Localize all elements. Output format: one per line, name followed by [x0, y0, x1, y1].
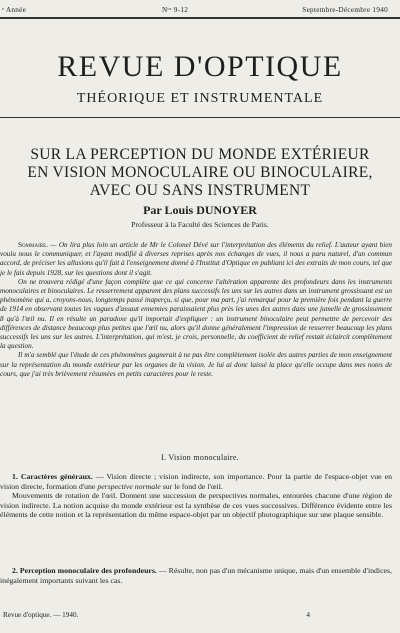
summary-paragraph: — On lira plus loin un article de Mr le Colonel Dévé sur l'interprétation des éléments du relief. L'auteur ayant bien voulu nous le communiquer, et l'ayant modifié à diverses reprises après nos échanges de vues, il nous a paru naturel, d'un commun accord, de préciser les allusions qu'il fait à l'enseignement donné à l'Institut d'Optique en publiant ici des extraits de mon cours, tel que je le fais depuis 1928, sur les questions dont il s'agit.: [0, 241, 392, 277]
section-heading: I. Vision monoculaire.: [161, 453, 239, 462]
body-text: — Vision directe ; vision indirecte, son importance. Pour la partie de l'espace-objet vue en vision directe, formation d'une: [0, 472, 392, 491]
page-number: 4: [306, 611, 310, 619]
body-text: sur le fond de l'œil.: [162, 481, 223, 491]
body-section-2: [0, 566, 392, 585]
body-section-1: [0, 472, 392, 520]
journal-title: REVUE D'OPTIQUE: [57, 50, 343, 83]
article-title-line: SUR LA PERCEPTION DU MONDE EXTÉRIEUR: [30, 146, 370, 163]
summary-label: Sommaire.: [18, 241, 48, 249]
summary-paragraph: Il m'a semblé que l'étude de ces phénomènes gagnerait à ne pas être complètement isolée des autres parties de mon enseignement sur la représentation du monde extérieur par les organes de la vision. Je lui ai donc laissé la place qu'elle occupe dans mes notes de cours, que j'ai très brièvement résumées en petits caractères pour le reste.: [0, 351, 392, 378]
body-emphasis: perspective normale: [97, 481, 161, 491]
article-title-line: AVEC OU SANS INSTRUMENT: [89, 182, 311, 199]
page-footer: [0, 611, 400, 623]
article-summary: [0, 241, 392, 379]
article-title-line: EN VISION MONOCULAIRE OU BINOCULAIRE,: [27, 164, 373, 181]
running-header: [0, 2, 400, 16]
masthead-rule: [0, 117, 400, 118]
article-author: Par Louis DUNOYER: [143, 203, 257, 217]
header-issue: Nᵒˢ 9-12: [162, 6, 189, 14]
body-text: — Résulte, non pas d'un mécanisme unique, mais d'un ensemble d'indices, inégalement importants suivant les cas.: [0, 566, 392, 585]
author-affiliation: Professeur à la Faculté des Sciences de Paris.: [131, 220, 269, 229]
summary-paragraph: On ne trouvera rédigé d'une façon complète que ce qui concerne l'altération apparente des profondeurs dans les instruments monoculaires et binoculaires. Le resserrement apparent des plans successifs les uns sur les autres dans un instrument grossissant est un phénomène qui a, croyons-nous, longtemps passé inaperçu, si que, pour ma part, j'ai remarqué pour la première fois pendant la guerre de 1914 en observant toutes les vagues d'assaut ennemies paraissaient plus près les unes des autres dans une jumelle de grossissement 8 qu'à l'œil nu. Il en résulte un paradoxe qu'il importait d'expliquer : un instrument binoculaire peut permettre de percevoir des différences de distance beaucoup plus petites que l'œil nu, alors qu'il donne généralement l'impression de resserrer beaucoup les plans successifs les uns sur les autres. L'interprétation, qui m'est, je crois, personnelle, du coefficient de relief restait éclaircit complètement la question.: [0, 277, 392, 351]
journal-subtitle: THÉORIQUE ET INSTRUMENTALE: [76, 91, 324, 106]
article-title: [0, 146, 400, 200]
subsection-label: 1. Caractères généraux.: [12, 472, 93, 481]
header-rule: [0, 17, 400, 19]
header-year: ᵉ Année: [2, 6, 27, 14]
header-period: Septembre-Décembre 1940: [302, 6, 388, 14]
footer-journal: Revue d'optique. — 1940.: [3, 611, 79, 619]
body-paragraph: Mouvements de rotation de l'œil. Donnent une succession de perspectives normales, entourées chacune d'une région de vision indirecte. La notion acquise du monde extérieur est la synthèse de ces vues successives. Différence évidente entre les éléments de cette notion et la représentation du même espace-objet par un objectif photographique sur une plaque sensible.: [0, 491, 392, 520]
subsection-label: 2. Perception monoculaire des profondeurs.: [12, 566, 157, 575]
